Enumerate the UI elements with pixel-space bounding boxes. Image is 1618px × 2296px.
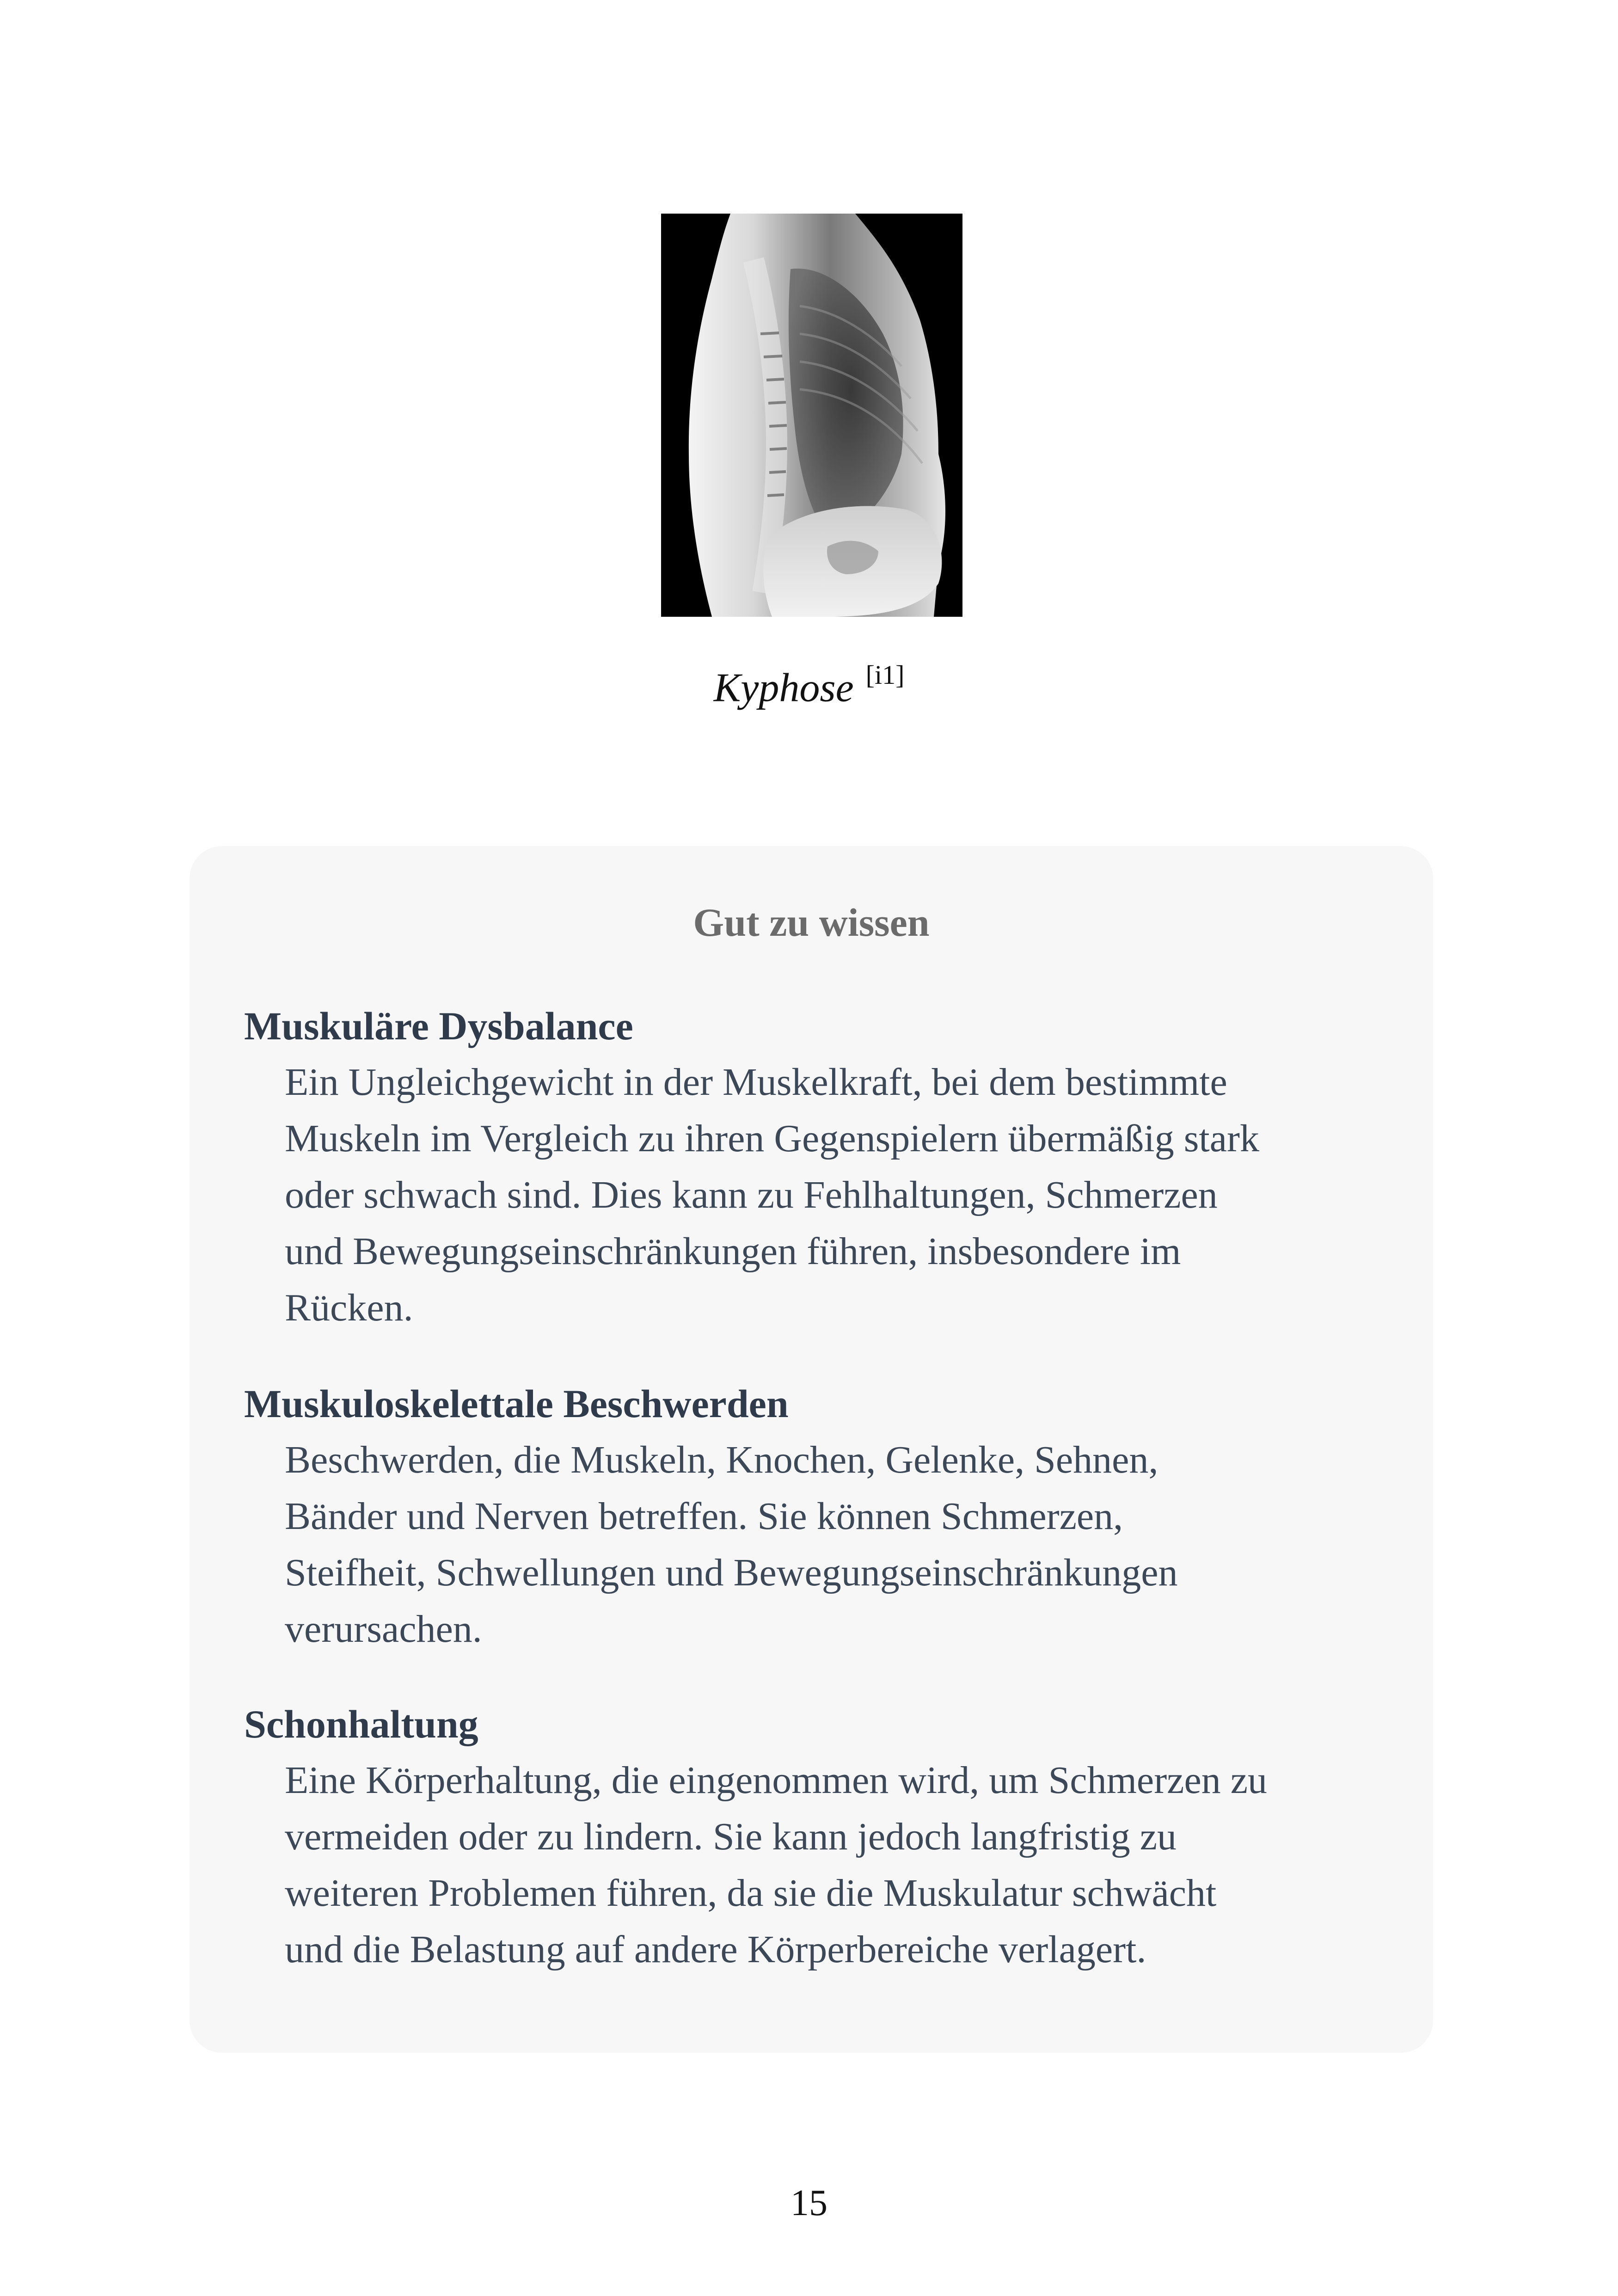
glossary-definition: Beschwerden, die Muskeln, Knochen, Gelenke, Sehnen, Bänder und Nerven betreffen. Sie können Schmerzen, Steifheit, Schwellungen und Bewegungseinschränkungen verursachen. — [285, 1438, 1178, 1651]
glossary-entry-schonhaltung — [244, 1696, 1400, 1978]
caption-text: Kyphose — [713, 665, 854, 711]
glossary-term: Schonhaltung — [244, 1702, 478, 1746]
xray-image — [661, 214, 962, 617]
page-number: 15 — [791, 2183, 827, 2223]
glossary-entry-muskulaere-dysbalance — [244, 998, 1400, 1336]
glossary-entry-muskuloskelettale-beschwerden — [244, 1375, 1400, 1658]
glossary-term: Muskuläre Dysbalance — [244, 1004, 633, 1048]
glossary-definition: Ein Ungleichgewicht in der Muskelkraft, bei dem bestimmte Muskeln im Vergleich zu ihren Gegenspielern übermäßig stark oder schwach sind. Dies kann zu Fehlhaltungen, Schmerzen und Bewegungseinschränkungen führen, insbesondere im Rücken. — [285, 1061, 1259, 1329]
caption-reference: [i1] — [865, 660, 905, 690]
glossary-term: Muskuloskelettale Beschwerden — [244, 1381, 789, 1426]
good-to-know-box — [190, 846, 1433, 2053]
infobox-title: Gut zu wissen — [693, 900, 930, 945]
figure-caption — [0, 659, 1618, 712]
glossary-definition: Eine Körperhaltung, die eingenommen wird, um Schmerzen zu vermeiden oder zu lindern. Sie kann jedoch langfristig zu weiteren Problemen führen, da sie die Muskulatur schwächt und die Belastung auf andere Körperbereiche verlagert. — [285, 1759, 1268, 1971]
